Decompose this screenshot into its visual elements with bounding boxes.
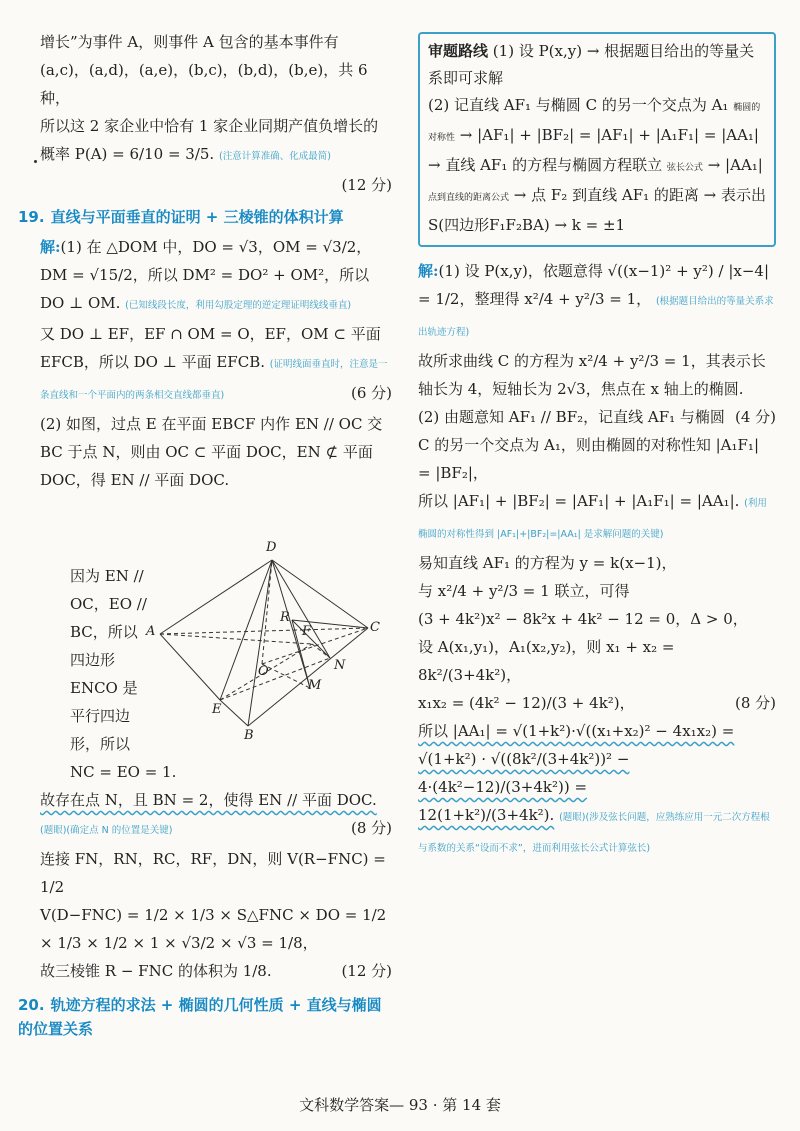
- label-e: E: [212, 702, 222, 717]
- question-title: 直线与平面垂直的证明 + 三棱锥的体积计算: [50, 208, 344, 226]
- score-badge: (4 分): [734, 408, 776, 426]
- pyramid-diagram: [150, 548, 390, 748]
- label-a: A: [146, 624, 156, 639]
- narrow-line: NC = EO = 1.: [70, 763, 177, 781]
- narrow-line: 形，所以: [70, 735, 131, 753]
- annotation-note: (根据题目给出的等量关系求出轨迹方程): [418, 296, 774, 338]
- route-text: (2) 记直线 AF₁ 与椭圆 C 的另一个交点为 A₁: [428, 96, 729, 114]
- question-number: 19.: [18, 208, 45, 226]
- route-text: → |AF₁| + |BF₂| = |AF₁| + |A₁F₁| = |AA₁| → 直线 AF₁ 的方程与椭圆方程联立: [428, 126, 759, 174]
- margin-dot: [34, 160, 37, 163]
- score-badge: (6 分): [350, 384, 392, 402]
- vieta-product: [418, 689, 776, 717]
- system-line: 与 x²/4 + y²/3 = 1 联立，可得: [418, 582, 630, 600]
- probability-text: 所以这 2 家企业中恰有 1 家企业同期产值负增长的概率 P(A) = 6/10 = 3/5.: [40, 117, 379, 163]
- annotation-note: (题眼)(涉及弦长问题，应熟练应用一元二次方程根与系数的关系“设而不求”，进而利用弦长公式计算弦长): [418, 812, 770, 854]
- solution-text: DM = √15/2，所以 DM² = DO² + OM²，所以 DO ⊥ OM.: [40, 266, 370, 312]
- volume-result: [40, 957, 392, 985]
- label-c: C: [370, 620, 380, 635]
- question-title: 轨迹方程的求法 + 椭圆的几何性质 + 直线与椭圆的位置关系: [18, 996, 382, 1038]
- narrow-line: ENCO 是: [70, 679, 138, 697]
- label-b: B: [244, 728, 254, 743]
- left-paragraph-1: 增长”为事件 A，则事件 A 包含的基本事件有 (a,c)，(a,d)，(a,e)，(b,c)，(b,d)，(b,e)，共 6 种，: [40, 33, 368, 107]
- key-formula: 所以 |AA₁| = √(1+k²)·√((x₁+x₂)² − 4x₁x₂) =: [418, 722, 735, 740]
- score-badge: (8 分): [350, 819, 392, 837]
- solution-label: 解:: [40, 238, 61, 256]
- annotation-note: (注意计算准确、化成最简): [218, 151, 331, 162]
- conclusion-line: [40, 786, 392, 814]
- volume-line-1: 连接 FN，RN，RC，RF，DN，则 V(R−FNC) = 1/2: [40, 850, 386, 896]
- score-badge: (12 分): [341, 962, 392, 980]
- solution-text: (1) 在 △DOM 中，DO = √3，OM = √3/2，: [60, 238, 372, 256]
- narrow-line: 因为 EN //: [70, 567, 144, 585]
- left-column: [18, 28, 392, 494]
- line-equation: 易知直线 AF₁ 的方程为 y = k(x−1)，: [418, 554, 677, 572]
- solution-text: 故三棱锥 R − FNC 的体积为 1/8.: [40, 962, 272, 980]
- route-text: → 点 F₂ 到直线 AF₁ 的距离 → 表示出 S(四边形F₁F₂BA) → k = ±1: [428, 186, 766, 234]
- solution-text: x₁x₂ = (4k² − 12)/(3 + 4k²)，: [418, 694, 635, 712]
- annotation-note: (证明线面垂直时，注意是一条直线和一个平面内的两条相交直线都垂直): [40, 359, 388, 401]
- narrow-line: 平行四边: [70, 707, 131, 725]
- solution-paragraph: [418, 487, 776, 549]
- label-m: M: [308, 678, 322, 693]
- arrow-label: 椭圆的对称性: [428, 103, 761, 143]
- score-badge: (8 分): [734, 694, 776, 712]
- solution-part-2: (2) 如图，过点 E 在平面 EBCF 内作 EN // OC 交 BC 于点 N，则由 OC ⊂ 平面 DOC，EN ⊄ 平面 DOC，得 EN // 平面 DOC.: [40, 415, 383, 489]
- geometry-figure: [146, 540, 390, 748]
- label-f: F: [302, 624, 312, 639]
- note-line: [40, 814, 392, 845]
- narrow-line: BC，所以: [70, 623, 138, 641]
- annotation-note: (已知线段长度，利用勾股定理的逆定理证明线线垂直): [125, 300, 352, 311]
- arrow-label: 弦长公式: [666, 163, 703, 173]
- label-r: R: [280, 610, 290, 625]
- label-d: D: [266, 540, 277, 555]
- chord-length-2: [418, 745, 776, 801]
- solution-paragraph: [40, 320, 392, 410]
- arrow-label: 点到直线的距离公式: [428, 193, 510, 203]
- question-19-heading: [18, 203, 392, 231]
- route-text: → |AA₁|: [707, 156, 763, 174]
- narrow-line: 四边形: [70, 651, 116, 669]
- right-column: [418, 28, 776, 863]
- key-formula: √(1+k²) · √((8k²/(3+4k²))² − 4·(4k²−12)/(3+4k²)) =: [418, 750, 630, 796]
- annotation-note: (利用椭圆的对称性得到 |AF₁|+|BF₂|=|AA₁| 是求解问题的关键): [418, 498, 767, 540]
- question-number: 20.: [18, 996, 45, 1014]
- solution-part-1: [40, 233, 392, 261]
- annotation-note: (题眼)(确定点 N 的位置是关键): [40, 825, 173, 836]
- solution-paragraph: [40, 261, 392, 320]
- narrow-line: OC，EO //: [70, 595, 147, 613]
- page-footer: 文科数学答案— 93 · 第 14 套: [299, 1096, 501, 1114]
- key-conclusion: 故存在点 N，且 BN = 2，使得 EN // 平面 DOC.: [40, 791, 377, 809]
- solution-part-1: [418, 257, 776, 347]
- route-title: 审题路线: [428, 42, 489, 60]
- route-text: (1) 设 P(x,y) → 根据题目给出的等量关系即可求解: [428, 42, 755, 87]
- question-20-heading: [18, 993, 392, 1041]
- key-formula: 12(1+k²)/(3+4k²).: [418, 806, 555, 824]
- quadratic-equation: (3 + 4k²)x² − 8k²x + 4k² − 12 = 0，Δ > 0，: [418, 610, 748, 628]
- reasoning-route-box: [418, 32, 776, 247]
- volume-line-2: V(D−FNC) = 1/2 × 1/3 × S△FNC × DO = 1/2 × 1/3 × 1/2 × 1 × √3/2 × √3 = 1/8，: [40, 906, 387, 952]
- label-o: O: [258, 664, 269, 679]
- vieta-sum: 设 A(x₁,y₁)，A₁(x₂,y₂)，则 x₁ + x₂ = 8k²/(3+4k²)，: [418, 638, 675, 684]
- label-n: N: [334, 658, 346, 673]
- chord-length-1: [418, 717, 776, 745]
- solution-part-2: (2) 由题意知 AF₁ // BF₂，记直线 AF₁ 与椭圆 C 的另一个交点为 A₁，则由椭圆的对称性知 |A₁F₁| = |BF₂|，: [418, 408, 760, 482]
- score-line: [40, 171, 392, 199]
- left-column-lower: [18, 786, 392, 1043]
- solution-label: 解:: [418, 262, 439, 280]
- solution-text: (1) 设 P(x,y)，依题意得 √((x−1)² + y²) / |x−4| = 1/2，整理得 x²/4 + y²/3 = 1，: [418, 262, 770, 308]
- score-badge: (12 分): [341, 176, 392, 194]
- solution-text: 故所求曲线 C 的方程为 x²/4 + y²/3 = 1，其表示长轴长为 4，短轴长为 2√3，焦点在 x 轴上的椭圆.: [418, 352, 766, 398]
- left-paragraph-2: [40, 112, 392, 171]
- solution-paragraph: [418, 347, 776, 426]
- chord-length-result: [418, 801, 776, 863]
- solution-text: 所以 |AF₁| + |BF₂| = |AF₁| + |A₁F₁| = |AA₁|.: [418, 492, 740, 510]
- solution-text: 又 DO ⊥ EF，EF ∩ OM = O，EF，OM ⊂ 平面 EFCB，所以 DO ⊥ 平面 EFCB.: [40, 325, 381, 371]
